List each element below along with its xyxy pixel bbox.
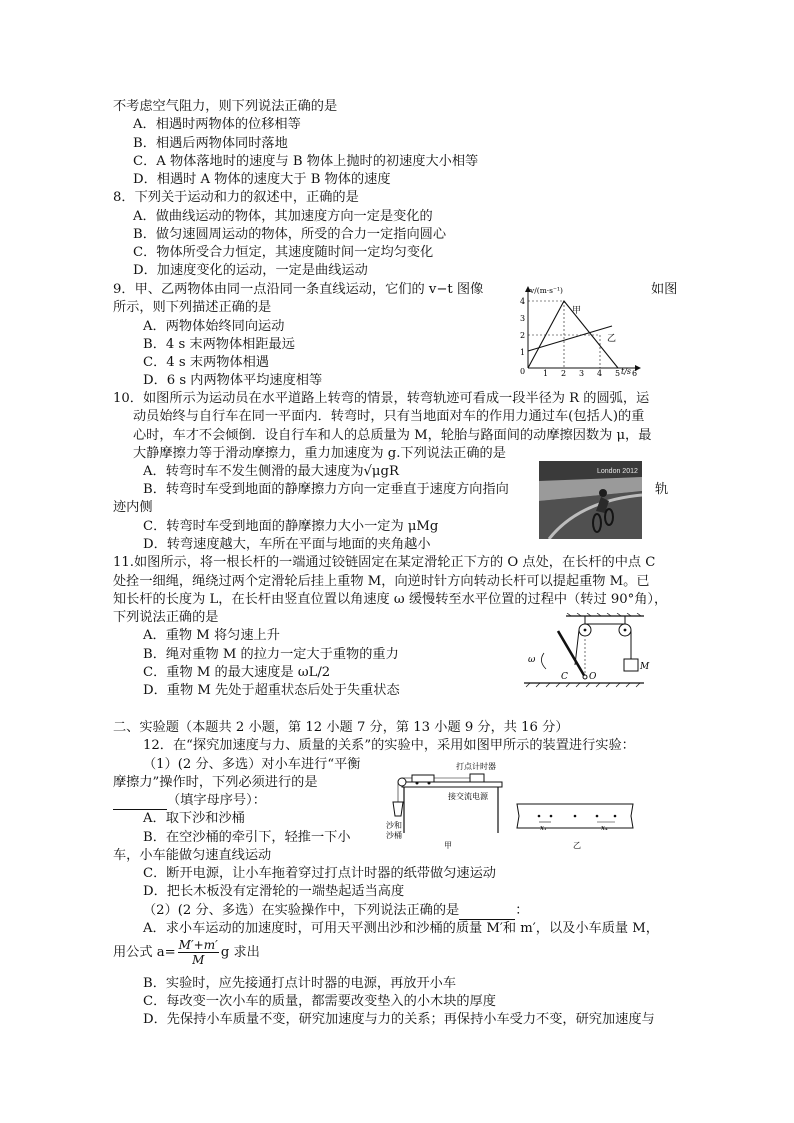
q11-line-1: 11.如图所示，将一根长杆的一端通过铰链固定在某定滑轮正下方的 O 点处，在长杆的中点 C bbox=[113, 555, 656, 570]
y-tick-3: 3 bbox=[520, 314, 526, 323]
q10-option-d: D．转弯速度越大，车所在平面与地面的夹角越小 bbox=[143, 537, 431, 552]
formula-prefix: 用公式 a= bbox=[113, 944, 176, 960]
label-c: C bbox=[561, 672, 568, 682]
q12-sub1-line-2: 摩擦力”操作时，下列必须进行的是 bbox=[113, 775, 318, 790]
timer-box bbox=[470, 774, 484, 782]
section-2-title: 二、实验题（本题共 2 小题，第 12 小题 7 分，第 13 小题 9 分，共 16 分） bbox=[113, 720, 569, 735]
q7-option-a: A．相遇时两物体的位移相等 bbox=[133, 117, 301, 132]
q9-option-c: C．4 s 末两物体相遇 bbox=[143, 355, 269, 370]
q12-sub1-option-d: D．把长木板没有定滑轮的一端垫起适当高度 bbox=[143, 884, 405, 899]
q12-sub2-option-b: B．实验时，应先接通打点计时器的电源，再放开小车 bbox=[143, 976, 457, 991]
power-label: 接交流电源 bbox=[448, 792, 488, 801]
q8-option-b: B．做匀速圆周运动的物体，所受的合力一定指向圆心 bbox=[133, 227, 447, 242]
label-yi: 乙 bbox=[607, 334, 617, 344]
q10-line-1: 10．如图所示为运动员在水平道路上转弯的情景，转弯轨迹可看成一段半径为 R 的圆弧，运 bbox=[113, 391, 650, 406]
q7-stem: 不考虑空气阻力，则下列说法正确的是 bbox=[113, 99, 338, 114]
q12-sub1-option-b-cont: 车，小车能做匀速直线运动 bbox=[113, 848, 272, 863]
x-tick-1: 1 bbox=[543, 369, 549, 378]
cart bbox=[412, 775, 434, 782]
q12-sub2-stem: （2）(2 分、多选）在实验操作中，下列说法正确的是 ： bbox=[143, 903, 529, 918]
q12-sub2-option-d: D．先保持小车质量不变，研究加速度与力的关系；再保持小车受力不变，研究加速度与 bbox=[143, 1012, 655, 1027]
q8-option-d: D．加速度变化的运动，一定是曲线运动 bbox=[133, 263, 368, 278]
q11-line-3: 知长杆的长度为 L，在长杆由竖直位置以角速度 ω 缓慢转至水平位置的过程中（转过 90°角）， bbox=[113, 592, 668, 607]
label-m: M bbox=[640, 662, 650, 672]
cyclist-head bbox=[599, 489, 607, 497]
x-tick-6: 6 bbox=[632, 369, 638, 378]
q11-line-2: 处拴一细绳，绳绕过两个定滑轮后挂上重物 M，向逆时针方向转动长杆可以提起重物 M。已 bbox=[113, 574, 650, 589]
fixed-pulley bbox=[398, 778, 406, 786]
q12-sub1-option-b: B．在空沙桶的牵引下，轻推一下小 bbox=[143, 830, 351, 845]
y-tick-2: 2 bbox=[520, 331, 526, 340]
q9-option-a: A．两物体始终同向运动 bbox=[143, 319, 285, 334]
x-tick-4: 4 bbox=[597, 369, 603, 378]
q7-option-d: D．相遇时 A 物体的速度大于 B 物体的速度 bbox=[133, 172, 391, 187]
q12-stem: 12．在“探究加速度与力、质量的关系”的实验中，采用如图甲所示的装置进行实验： bbox=[143, 738, 635, 753]
vt-graph bbox=[515, 283, 645, 378]
q10-option-b-3: 迹内侧 bbox=[113, 500, 153, 515]
q9-option-b: B．4 s 末两物体相距最远 bbox=[143, 337, 295, 352]
q10-option-a: A．转弯时车不发生侧滑的最大速度为√μgR bbox=[143, 464, 399, 479]
q12-sub2-stem-text: （2）(2 分、多选）在实验操作中，下列说法正确的是 bbox=[143, 903, 460, 918]
y-axis-label: v/(m·s⁻¹) bbox=[530, 286, 563, 295]
q9-stem-line-2: 所示，则下列描述正确的是 bbox=[113, 300, 272, 315]
y-tick-0: 0 bbox=[520, 367, 526, 376]
x-axis-label: t/s bbox=[621, 367, 632, 376]
sand-label-1: 沙和 bbox=[386, 821, 402, 830]
q9-stem-line-1-end: 如图 bbox=[651, 282, 678, 297]
label-x4: x₄ bbox=[601, 824, 608, 832]
q11-option-b: B．绳对重物 M 的拉力一定大于重物的重力 bbox=[143, 647, 399, 662]
sand-label-2: 沙桶 bbox=[386, 831, 402, 840]
formula-fraction bbox=[178, 938, 219, 967]
q10-option-b-2: 轨 bbox=[655, 482, 669, 497]
label-o: O bbox=[589, 672, 597, 682]
figure-jia-caption: 甲 bbox=[444, 841, 452, 850]
rod bbox=[558, 631, 585, 677]
label-x1: x₁ bbox=[540, 824, 547, 832]
q8-option-a: A．做曲线运动的物体，其加速度方向一定是变化的 bbox=[133, 209, 433, 224]
timer-label: 打点计时器 bbox=[456, 762, 496, 771]
q7-option-b: B．相遇后两物体同时落地 bbox=[133, 136, 288, 151]
q8-option-c: C．物体所受合力恒定，其速度随时间一定均匀变化 bbox=[133, 245, 434, 260]
sand-bucket bbox=[393, 802, 403, 816]
q12-sub1-line-3 bbox=[113, 792, 266, 810]
series-yi bbox=[528, 326, 612, 351]
q11-line-4: 下列说法正确的是 bbox=[113, 610, 219, 625]
weight-block bbox=[624, 659, 638, 671]
q11-option-a: A．重物 M 将匀速上升 bbox=[143, 628, 280, 643]
label-jia: 甲 bbox=[572, 306, 582, 316]
q12-sub1-option-a: A．取下沙和沙桶 bbox=[143, 811, 245, 826]
figure-yi-caption: 乙 bbox=[573, 841, 581, 850]
cyclist-photo bbox=[539, 461, 642, 539]
y-tick-4: 4 bbox=[520, 297, 526, 306]
q10-line-3: 心时，车才不会倾倒．设自行车和人的总质量为 M，轮胎与路面间的动摩擦因数为 μ，最 bbox=[133, 428, 652, 443]
y-tick-1: 1 bbox=[520, 348, 526, 357]
x-tick-2: 2 bbox=[561, 369, 567, 378]
formula-denominator: M bbox=[192, 953, 205, 967]
formula-suffix: g 求出 bbox=[220, 944, 260, 960]
label-omega: ω bbox=[528, 655, 536, 665]
q10-option-b-1: B．转弯时车受到地面的静摩擦力方向一定垂直于速度方向指向 bbox=[143, 482, 509, 497]
q11-option-c: C．重物 M 的最大速度是 ωL/2 bbox=[143, 665, 331, 680]
q9-option-d: D．6 s 内两物体平均速度相等 bbox=[143, 373, 323, 388]
q10-option-c: C．转弯时车受到地面的静摩擦力大小一定为 μMg bbox=[143, 519, 439, 534]
q11-option-d: D．重物 M 先处于超重状态后处于失重状态 bbox=[143, 683, 400, 698]
q9-stem-line-1: 9．甲、乙两物体由同一点沿同一条直线运动，它们的 v−t 图像 bbox=[113, 282, 484, 297]
q8-stem: 8．下列关于运动和力的叙述中，正确的是 bbox=[113, 190, 359, 205]
photo-caption: London 2012 bbox=[597, 468, 638, 475]
pulley-figure bbox=[516, 613, 656, 691]
q10-line-2: 动员始终与自行车在同一平面内．转弯时，只有当地面对车的作用力通过车(包括人)的重 bbox=[133, 409, 645, 424]
apparatus-figure-jia bbox=[382, 758, 507, 853]
x-tick-3: 3 bbox=[579, 369, 585, 378]
tape-figure-yi bbox=[515, 800, 635, 855]
q12-sub2-formula-line bbox=[113, 938, 260, 967]
q12-sub1-line-1: （1）(2 分、多选）对小车进行“平衡 bbox=[143, 757, 361, 772]
q12-sub2-option-c: C．每改变一次小车的质量，都需要改变垫入的小木块的厚度 bbox=[143, 994, 496, 1009]
q12-sub2-option-a-1: A．求小车运动的加速度时，可用天平测出沙和沙桶的质量 M′和 m′，以及小车质量 M， bbox=[143, 921, 659, 936]
x-tick-5: 5 bbox=[615, 369, 621, 378]
answer-blank-1[interactable] bbox=[113, 795, 167, 810]
q7-option-c: C．A 物体落地时的速度与 B 物体上抛时的初速度大小相等 bbox=[133, 154, 479, 169]
q12-sub1-fill-hint: （填字母序号）： bbox=[167, 793, 266, 808]
formula-numerator: M′+m′ bbox=[178, 938, 218, 952]
q10-line-4: 大静摩擦力等于滑动摩擦力，重力加速度为 g.下列说法正确的是 bbox=[133, 446, 506, 461]
answer-blank-2[interactable] bbox=[459, 905, 515, 920]
q12-sub1-option-c: C．断开电源，让小车拖着穿过打点计时器的纸带做匀速运动 bbox=[143, 866, 496, 881]
